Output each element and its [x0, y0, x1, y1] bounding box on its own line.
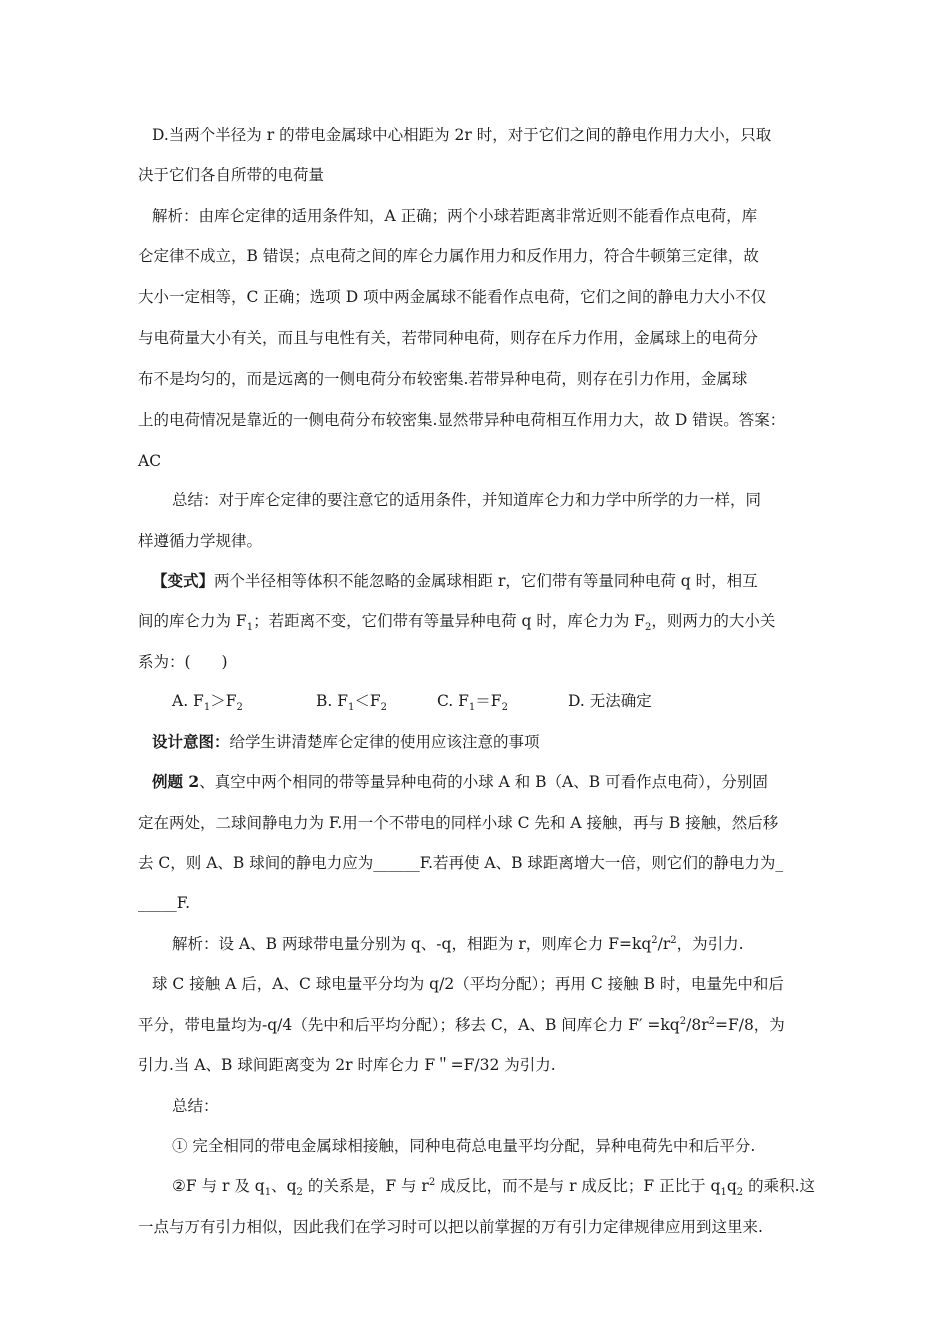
subscript: 2 — [736, 1187, 744, 1199]
solution-line: 球 C 接触 A 后，A、C 球电量平分均为 q/2（平均分配）；再用 C 接触 B 时，电量先中和后 — [152, 975, 784, 993]
variant-text: 间的库仑力为 F — [138, 612, 247, 630]
option-c — [437, 691, 508, 714]
superscript: 2 — [428, 1176, 436, 1188]
solution-text: /8r — [686, 1016, 709, 1034]
summary-point-1: ① 完全相同的带电金属球相接触，同种电荷总电量平均分配，异种电荷先中和后平分. — [172, 1137, 756, 1155]
analysis-line: 大小一定相等，C 正确；选项 D 项中两金属球不能看作点电荷，它们之间的静电力大小不仅 — [138, 288, 767, 306]
variant-text: 两个半径相等体积不能忽略的金属球相距 r，它们带有等量同种电荷 q 时，相互 — [214, 572, 758, 590]
analysis-line: 仑定律不成立，B 错误；点电荷之间的库仑力属作用力和反作用力，符合牛顿第三定律，故 — [138, 247, 759, 265]
summary-text: q — [726, 1177, 737, 1195]
paragraph-line: D.当两个半径为 r 的带电金属球中心相距为 2r 时，对于它们之间的静电作用力大小，只取 — [152, 126, 772, 144]
subscript: 2 — [236, 702, 243, 714]
answer-line: AC — [138, 452, 162, 470]
solution-text: 平分，带电量均为-q/4（先中和后平均分配）；移去 C，A、B 间库仑力 F′ =kq — [138, 1016, 680, 1034]
example-text: 、真空中两个相同的带等量异种电荷的小球 A 和 B（A、B 可看作点电荷），分别固 — [199, 773, 768, 791]
variant-text: ；若距离不变，它们带有等量异种电荷 q 时，库仑力为 F — [253, 612, 646, 630]
analysis-line: 解析：由库仑定律的适用条件知，A 正确；两个小球若距离非常近则不能看作点电荷，库 — [152, 207, 758, 225]
summary-text: 、q — [271, 1177, 297, 1195]
paragraph-line: 决于它们各自所带的电荷量 — [138, 166, 325, 184]
subscript: 1 — [468, 702, 476, 714]
summary-line: 总结：对于库仑定律的要注意它的适用条件，并知道库仑力和力学中所学的力一样，同 — [172, 491, 762, 509]
summary-line: 样遵循力学规律。 — [138, 532, 263, 550]
option-text: ＝F — [475, 692, 502, 710]
option-d: D. 无法确定 — [568, 692, 652, 710]
subscript: 1 — [348, 702, 355, 714]
design-intent-text: 给学生讲清楚库仑定律的使用应该注意的事项 — [229, 733, 540, 751]
variant-text: ，则两力的大小关 — [651, 612, 776, 630]
example-line — [152, 772, 768, 792]
option-text: B. F — [316, 692, 348, 710]
subscript: 2 — [501, 702, 508, 714]
solution-text: ，为引力. — [676, 935, 744, 953]
example-line: _____F. — [138, 894, 191, 912]
example-heading: 例题 2 — [152, 772, 200, 791]
example-line: 定在两处，二球间静电力为 F.用一个不带电的同样小球 C 先和 A 接触，再与 B 接触，然后移 — [138, 814, 779, 832]
subscript: 1 — [203, 702, 211, 714]
solution-text: =F/8，为 — [714, 1016, 785, 1034]
example-line: 去 C，则 A、B 球间的静电力应为______F.若再使 A、B 球距离增大一倍，则它们的静电力为_ — [138, 854, 784, 872]
option-text: A. F — [172, 692, 204, 710]
subscript: 2 — [380, 702, 388, 714]
solution-text: 解析：设 A、B 两球带电量分别为 q、-q，相距为 r，则库仑力 F=kq — [172, 935, 652, 953]
variant-question-line: 系为：( ) — [138, 653, 228, 671]
variant-question-line — [152, 571, 758, 591]
summary-text: 成反比，而不是与 r 成反比；F 正比于 q — [435, 1177, 721, 1195]
subscript: 2 — [296, 1187, 303, 1199]
analysis-line: 布不是均匀的，而是远离的一侧电荷分布较密集.若带异种电荷，则存在引力作用，金属球 — [138, 370, 748, 388]
solution-text: /r — [657, 935, 671, 953]
option-a — [172, 691, 243, 714]
solution-line — [172, 934, 744, 954]
summary-text: 的乘积.这 — [743, 1177, 815, 1195]
summary-text: 的关系是，F 与 r — [302, 1177, 429, 1195]
subscript: 1 — [246, 622, 254, 634]
superscript: 2 — [679, 1015, 687, 1027]
design-intent-heading: 设计意图： — [152, 732, 230, 751]
variant-question-line — [138, 611, 776, 634]
summary-text: ②F 与 r 及 q — [172, 1177, 265, 1195]
analysis-line: 与电荷量大小有关，而且与电性有关，若带同种电荷，则存在斥力作用，金属球上的电荷分 — [138, 329, 759, 347]
summary-point-2: 一点与万有引力相似，因此我们在学习时可以把以前掌握的万有引力定律规律应用到这里来. — [138, 1218, 763, 1236]
superscript: 2 — [708, 1015, 715, 1027]
solution-line — [138, 1015, 785, 1035]
option-text: C. F — [437, 692, 469, 710]
option-b — [316, 691, 388, 714]
variant-heading: 【变式】 — [152, 571, 215, 590]
summary-point-2 — [172, 1176, 815, 1199]
solution-line: 引力.当 A、B 球间距离变为 2r 时库仑力 F＂=F/32 为引力. — [138, 1056, 556, 1074]
subscript: 1 — [720, 1187, 727, 1199]
option-text: ＞F — [210, 692, 237, 710]
summary-heading: 总结： — [172, 1097, 219, 1115]
design-intent-line — [152, 732, 540, 752]
superscript: 2 — [651, 934, 658, 946]
subscript: 2 — [645, 622, 652, 634]
analysis-line: 上的电荷情况是靠近的一侧电荷分布较密集.显然带异种电荷相互作用力大，故 D 错误。答案： — [138, 411, 786, 429]
subscript: 1 — [264, 1187, 272, 1199]
option-text: ＜F — [354, 692, 381, 710]
superscript: 2 — [670, 934, 677, 946]
